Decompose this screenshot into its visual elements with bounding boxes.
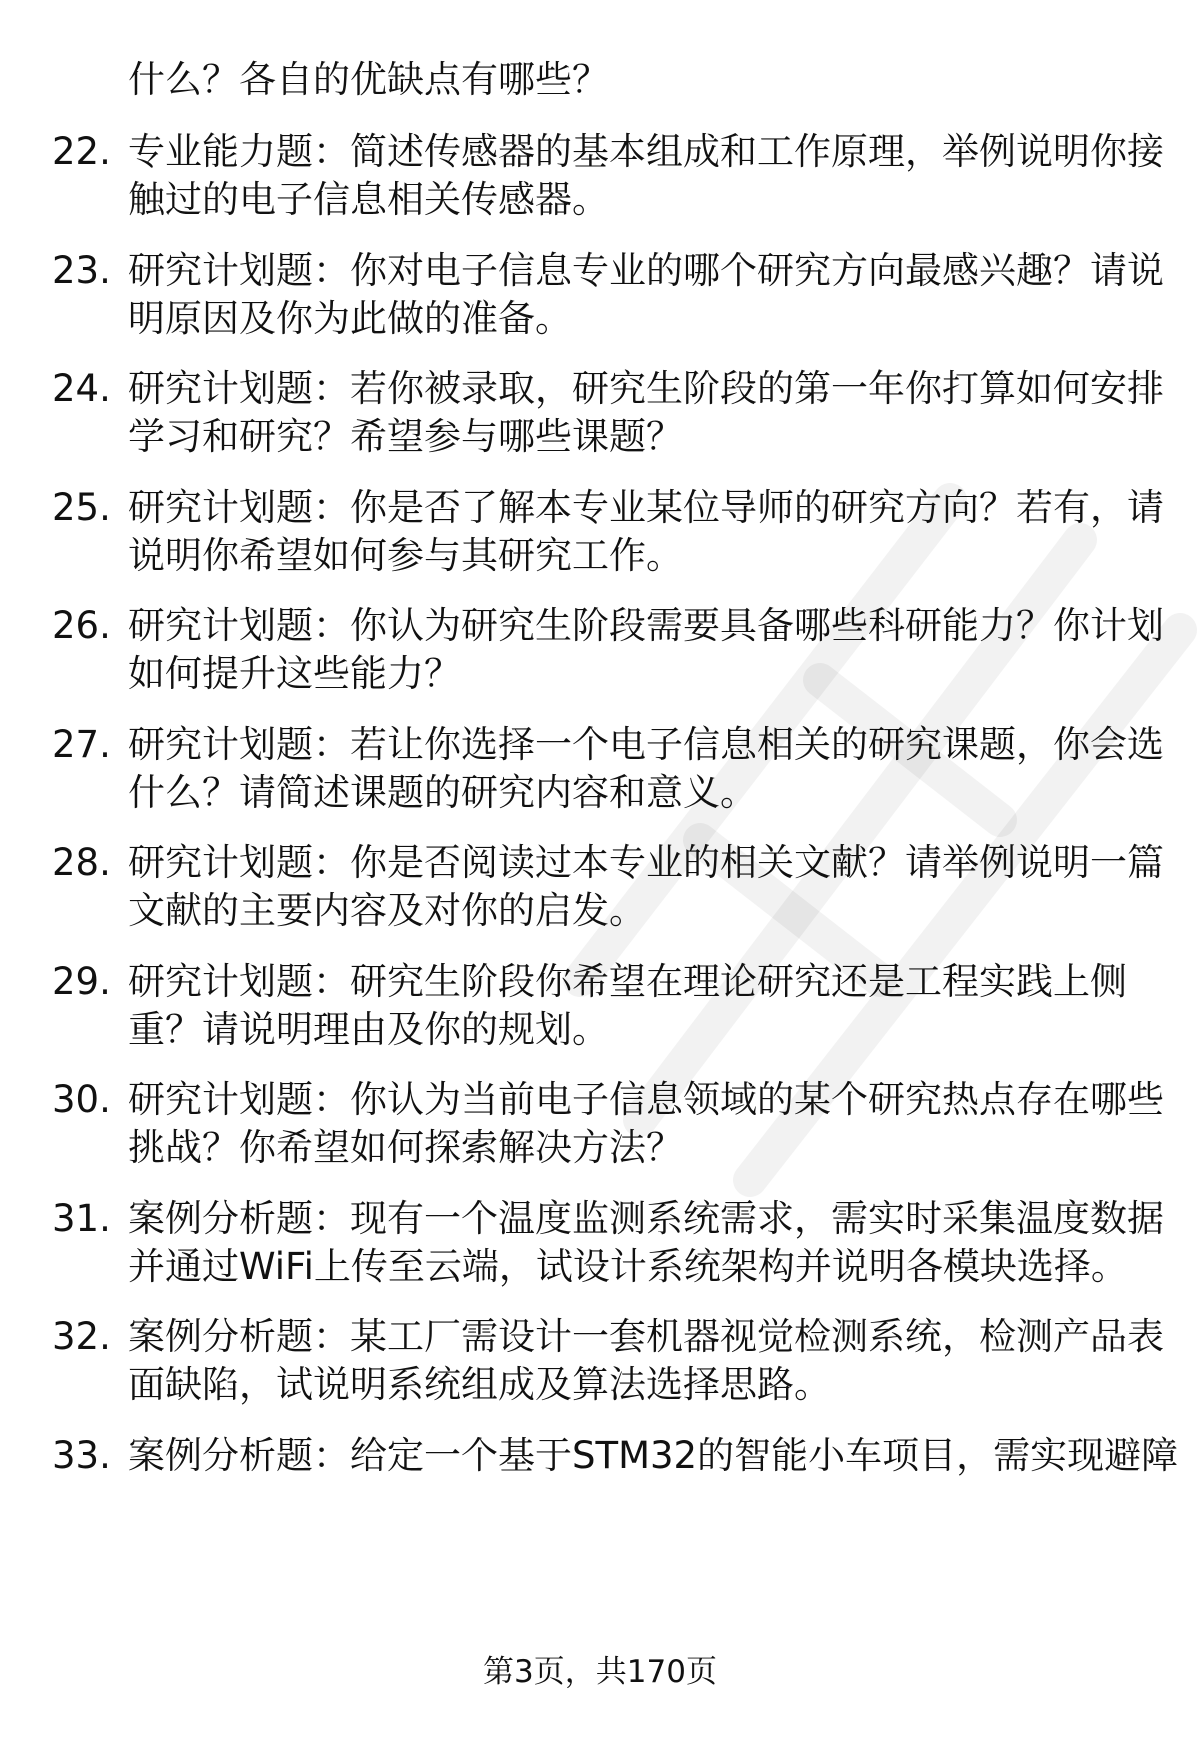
question-text-line1: 专业能力题：简述传感器的基本组成和工作原理，举例说明你接 (128, 130, 1164, 173)
question-number: 25. (52, 485, 111, 529)
question-number: 24. (52, 367, 111, 410)
question-text-line2: 挑战？你希望如何探索解决方法？ (128, 1126, 683, 1169)
question-text-line1: 案例分析题：现有一个温度监测系统需求，需实时采集温度数据 (128, 1196, 1164, 1240)
question-text-line2: 学习和研究？希望参与哪些课题？ (128, 415, 683, 458)
question-text-line1: 研究计划题：你对电子信息专业的哪个研究方向最感兴趣？请说 (128, 248, 1164, 292)
question-text-line1: 研究计划题：你是否了解本专业某位导师的研究方向？若有，请 (128, 485, 1164, 529)
question-number: 32. (52, 1315, 111, 1358)
question-text-line1: 研究计划题：你认为研究生阶段需要具备哪些科研能力？你计划 (128, 604, 1164, 647)
question-text-line1: 案例分析题：给定一个基于STM32的智能小车项目，需实现避障 (128, 1433, 1179, 1477)
question-text-line1: 研究计划题：若让你选择一个电子信息相关的研究课题，你会选 (128, 722, 1164, 766)
question-number: 29. (52, 959, 111, 1003)
question-text-line1: 研究计划题：你认为当前电子信息领域的某个研究热点存在哪些 (128, 1078, 1164, 1121)
question-text-line2: 文献的主要内容及对你的启发。 (128, 889, 646, 932)
question-number: 30. (52, 1078, 111, 1121)
question-text-line2: 面缺陷，试说明系统组成及算法选择思路。 (128, 1363, 831, 1406)
question-text-line2: 说明你希望如何参与其研究工作。 (128, 533, 683, 577)
question-number: 27. (52, 722, 111, 766)
question-number: 33. (52, 1433, 111, 1477)
question-number: 22. (52, 130, 111, 173)
question-text-line2: 明原因及你为此做的准备。 (128, 296, 572, 340)
question-text-line2: 什么？请简述课题的研究内容和意义。 (128, 770, 757, 814)
question-text-line1: 案例分析题：某工厂需设计一套机器视觉检测系统，检测产品表 (128, 1315, 1164, 1358)
question-text-line1: 研究计划题：你是否阅读过本专业的相关文献？请举例说明一篇 (128, 841, 1164, 884)
page-footer: 第3页，共170页 (483, 1654, 717, 1690)
question-number: 31. (52, 1196, 111, 1240)
question-number: 28. (52, 841, 111, 884)
question-text-line2: 如何提升这些能力？ (128, 652, 461, 695)
question-text-line1: 研究计划题：研究生阶段你希望在理论研究还是工程实践上侧 (128, 959, 1127, 1003)
continuation-text: 什么？各自的优缺点有哪些？ (128, 58, 609, 101)
question-number: 26. (52, 604, 111, 647)
question-text-line2: 触过的电子信息相关传感器。 (128, 178, 609, 221)
question-text-line2: 重？请说明理由及你的规划。 (128, 1007, 609, 1051)
question-text-line2: 并通过WiFi上传至云端，试设计系统架构并说明各模块选择。 (128, 1244, 1128, 1288)
question-text-line1: 研究计划题：若你被录取，研究生阶段的第一年你打算如何安排 (128, 367, 1164, 410)
question-number: 23. (52, 248, 111, 292)
